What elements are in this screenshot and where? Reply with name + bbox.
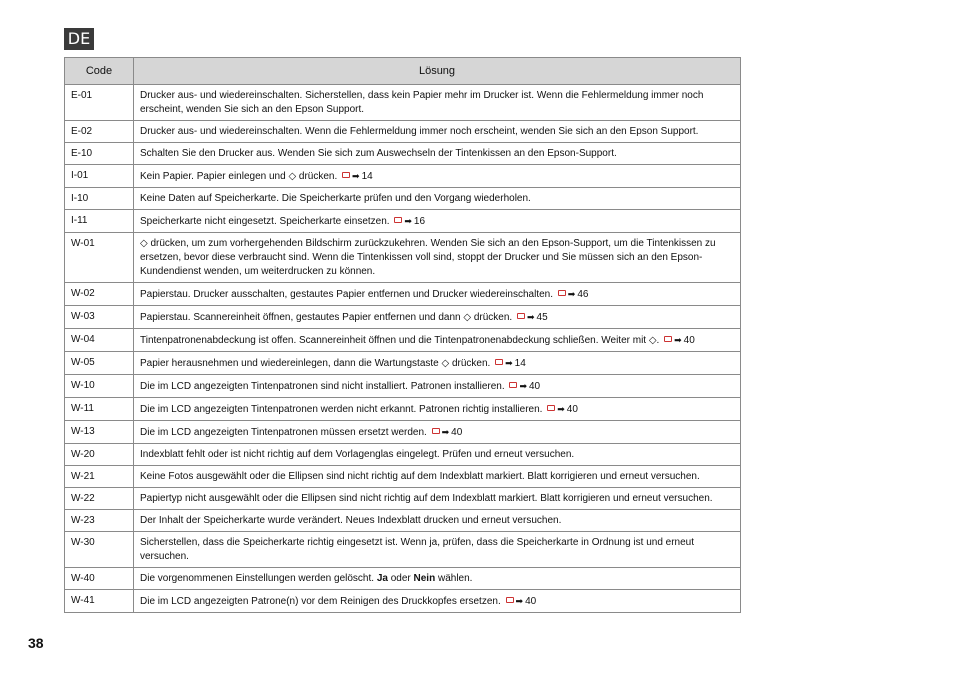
solution-cell	[134, 532, 741, 568]
solution-text: Die vorgenommenen Einstellungen werden gelöscht.	[140, 573, 375, 584]
book-icon	[558, 290, 566, 296]
solution-text: Papierstau. Scannereinheit öffnen, gestautes Papier entfernen und dann ◇ drücken.	[140, 312, 513, 323]
error-code: W-22	[65, 488, 134, 510]
manual-page-reference	[512, 312, 547, 323]
solution-cell	[134, 510, 741, 532]
option-yes: Ja	[376, 573, 388, 584]
column-header-solution: Lösung	[134, 58, 741, 85]
error-code: I-01	[65, 165, 134, 188]
solution-text: Tintenpatronenabdeckung ist offen. Scannereinheit öffnen und die Tintenpatronenabdeckung schließen. Weiter mit ◇.	[140, 335, 660, 346]
reference-page-number: 40	[566, 404, 578, 415]
manual-page-reference	[490, 358, 525, 369]
reference-page-number: 40	[528, 381, 541, 392]
table-row	[65, 488, 741, 510]
arrow-right-icon: ➡	[557, 404, 565, 414]
solution-text: Keine Daten auf Speicherkarte. Die Speicherkarte prüfen und den Vorgang wiederholen.	[140, 193, 531, 204]
reference-page-number: 40	[683, 335, 695, 346]
manual-page-reference	[501, 596, 536, 607]
option-no: Nein	[413, 573, 436, 584]
solution-cell	[134, 488, 741, 510]
error-code: I-10	[65, 188, 134, 210]
table-row	[65, 283, 741, 306]
language-badge: DE	[64, 28, 94, 50]
manual-page-reference	[427, 427, 462, 438]
book-icon	[342, 172, 350, 178]
table-row	[65, 233, 741, 283]
book-icon	[495, 359, 503, 365]
error-code: W-30	[65, 532, 134, 568]
arrow-right-icon: ➡	[352, 171, 360, 181]
solution-text: Indexblatt fehlt oder ist nicht richtig auf dem Vorlagenglas eingelegt. Prüfen und erneut versuchen.	[140, 449, 575, 460]
table-row	[65, 568, 741, 590]
arrow-right-icon: ➡	[674, 335, 682, 345]
solution-text: oder	[390, 573, 411, 584]
solution-text: Die im LCD angezeigten Tintenpatronen sind nicht installiert. Patronen installieren.	[140, 381, 505, 392]
table-row	[65, 306, 741, 329]
page-number: 38	[28, 635, 44, 651]
manual-page-reference	[390, 216, 425, 227]
solution-cell	[134, 329, 741, 352]
solution-cell	[134, 165, 741, 188]
manual-page-reference	[553, 289, 588, 300]
table-row	[65, 398, 741, 421]
error-code: W-02	[65, 283, 134, 306]
reference-page-number: 40	[451, 427, 463, 438]
table-row	[65, 375, 741, 398]
table-row	[65, 352, 741, 375]
error-code: E-10	[65, 143, 134, 165]
solution-cell	[134, 466, 741, 488]
solution-cell	[134, 352, 741, 375]
solution-cell	[134, 590, 741, 613]
arrow-right-icon: ➡	[441, 427, 450, 437]
table-row	[65, 466, 741, 488]
error-code: W-21	[65, 466, 134, 488]
arrow-right-icon: ➡	[505, 358, 513, 368]
arrow-right-icon: ➡	[404, 216, 412, 226]
solution-cell	[134, 85, 741, 121]
solution-cell	[134, 568, 741, 590]
reference-page-number: 46	[577, 289, 589, 300]
table-row	[65, 85, 741, 121]
table-body	[65, 85, 741, 613]
solution-cell	[134, 121, 741, 143]
table-header-row	[65, 58, 741, 85]
error-code: W-11	[65, 398, 134, 421]
book-icon	[509, 382, 517, 388]
table-row	[65, 210, 741, 233]
arrow-right-icon: ➡	[519, 381, 527, 391]
table-row	[65, 444, 741, 466]
arrow-right-icon: ➡	[527, 312, 535, 322]
solution-text: ◇ drücken, um zum vorhergehenden Bildschirm zurückzukehren. Wenden Sie sich an den Epson-Support, um die Tintenkissen zu ersetzen, bevor diese verbraucht sind. Wenn die Tintenkissen voll sind, stoppt der Drucker und Sie müssen sich an den Epson-Kundendienst wenden, um weiterdrucken zu können.	[140, 238, 716, 277]
error-code: E-02	[65, 121, 134, 143]
solution-text: Drucker aus- und wiedereinschalten. Wenn die Fehlermeldung immer noch erscheint, wenden Sie sich an den Epson Support.	[140, 126, 699, 137]
error-code: W-40	[65, 568, 134, 590]
solution-text: Die im LCD angezeigten Patrone(n) vor dem Reinigen des Druckkopfes ersetzen.	[140, 596, 501, 607]
table-row	[65, 329, 741, 352]
solution-text: wählen.	[437, 573, 473, 584]
book-icon	[547, 405, 555, 411]
table-row	[65, 590, 741, 613]
manual-page-reference	[542, 404, 577, 415]
reference-page-number: 16	[413, 216, 426, 227]
error-code: W-05	[65, 352, 134, 375]
book-icon	[506, 597, 514, 603]
solution-cell	[134, 188, 741, 210]
solution-text: Papierstau. Drucker ausschalten, gestautes Papier entfernen und Drucker wiedereinschalten.	[140, 289, 554, 300]
solution-cell	[134, 444, 741, 466]
solution-cell	[134, 306, 741, 329]
arrow-right-icon: ➡	[567, 289, 576, 299]
error-code: W-04	[65, 329, 134, 352]
table-row	[65, 143, 741, 165]
manual-page-reference	[659, 335, 694, 346]
column-header-code: Code	[65, 58, 134, 85]
reference-page-number: 14	[361, 171, 373, 182]
solution-cell	[134, 233, 741, 283]
manual-page-reference	[505, 381, 540, 392]
solution-text: Kein Papier. Papier einlegen und ◇ drücken.	[140, 171, 338, 182]
solution-cell	[134, 210, 741, 233]
error-code: I-11	[65, 210, 134, 233]
error-code: W-03	[65, 306, 134, 329]
solution-text: Die im LCD angezeigten Tintenpatronen werden nicht erkannt. Patronen richtig installieren.	[140, 404, 543, 415]
table-row	[65, 121, 741, 143]
table-row	[65, 532, 741, 568]
book-icon	[394, 217, 402, 223]
solution-text: Papier herausnehmen und wiedereinlegen, dann die Wartungstaste ◇ drücken.	[140, 358, 491, 369]
solution-text: Der Inhalt der Speicherkarte wurde verändert. Neues Indexblatt drucken und erneut versuchen.	[140, 515, 562, 526]
solution-cell	[134, 375, 741, 398]
manual-page-reference	[337, 171, 372, 182]
table-row	[65, 510, 741, 532]
solution-text: Sicherstellen, dass die Speicherkarte richtig eingesetzt ist. Wenn ja, prüfen, dass die Speicherkarte in Ordnung ist und erneut versuchen.	[140, 537, 695, 562]
solution-text: Papiertyp nicht ausgewählt oder die Ellipsen sind nicht richtig auf dem Indexblatt markiert. Blatt korrigieren und erneut versuchen.	[140, 493, 713, 504]
table-row	[65, 188, 741, 210]
reference-page-number: 40	[525, 596, 537, 607]
solution-cell	[134, 143, 741, 165]
error-code: E-01	[65, 85, 134, 121]
error-code: W-41	[65, 590, 134, 613]
error-code: W-13	[65, 421, 134, 444]
arrow-right-icon: ➡	[515, 596, 524, 606]
book-icon	[517, 313, 525, 319]
error-code: W-10	[65, 375, 134, 398]
solution-text: Schalten Sie den Drucker aus. Wenden Sie sich zum Auswechseln der Tintenkissen an den Epson-Support.	[140, 148, 617, 159]
book-icon	[432, 428, 440, 434]
solution-text: Drucker aus- und wiedereinschalten. Sicherstellen, dass kein Papier mehr im Drucker ist. Wenn die Fehlermeldung immer noch erscheint, wenden Sie sich an den Epson Support.	[140, 90, 704, 115]
reference-page-number: 14	[514, 358, 526, 369]
solution-cell	[134, 398, 741, 421]
error-code-table	[64, 57, 741, 613]
table-row	[65, 165, 741, 188]
solution-text: Die im LCD angezeigten Tintenpatronen müssen ersetzt werden.	[140, 427, 427, 438]
solution-cell	[134, 421, 741, 444]
error-code: W-01	[65, 233, 134, 283]
solution-text: Keine Fotos ausgewählt oder die Ellipsen sind nicht richtig auf dem Indexblatt markiert. Blatt korrigieren und erneut versuchen.	[140, 471, 700, 482]
reference-page-number: 45	[536, 312, 548, 323]
solution-cell	[134, 283, 741, 306]
book-icon	[664, 336, 672, 342]
table-row	[65, 421, 741, 444]
error-code: W-20	[65, 444, 134, 466]
error-code: W-23	[65, 510, 134, 532]
solution-text: Speicherkarte nicht eingesetzt. Speicherkarte einsetzen.	[140, 216, 390, 227]
